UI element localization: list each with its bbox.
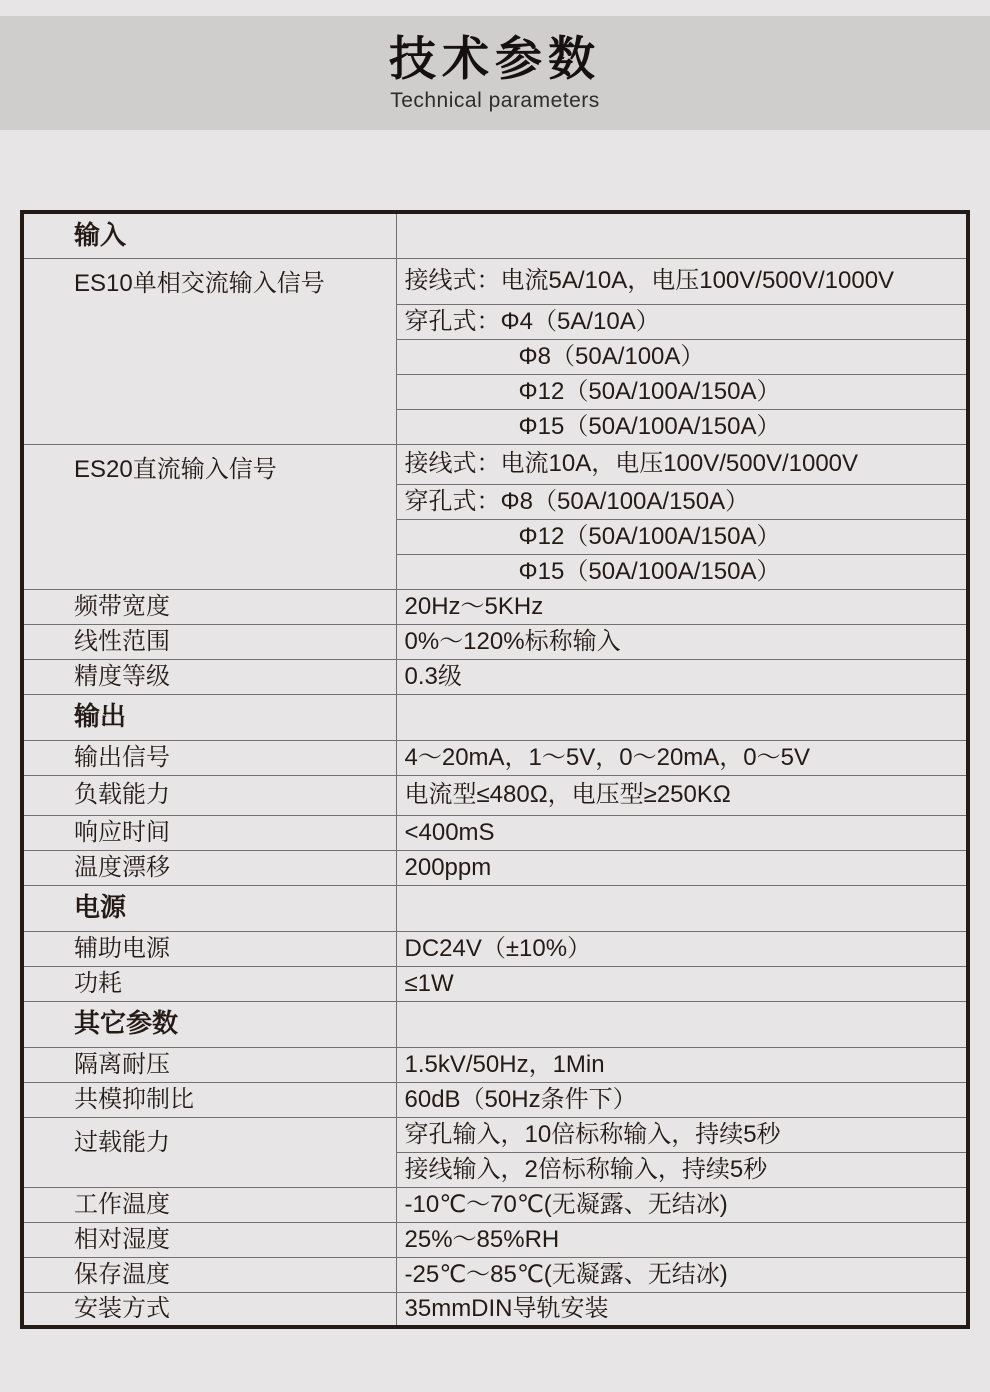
param-value [396, 212, 968, 258]
param-value: Φ12（50A/100A/150A） [396, 374, 968, 409]
param-label: 隔离耐压 [22, 1047, 396, 1082]
param-value [396, 1001, 968, 1047]
param-label: 辅助电源 [22, 931, 396, 966]
table-row [22, 1082, 968, 1117]
table-row [22, 444, 968, 484]
param-label: 响应时间 [22, 815, 396, 850]
param-label: 输出信号 [22, 740, 396, 775]
param-value: Φ12（50A/100A/150A） [396, 519, 968, 554]
param-value: 200ppm [396, 850, 968, 885]
param-label: 温度漂移 [22, 850, 396, 885]
table-row [22, 624, 968, 659]
param-label: 共模抑制比 [22, 1082, 396, 1117]
param-value: ≤1W [396, 966, 968, 1001]
table-row [22, 1047, 968, 1082]
section-label: 输入 [22, 212, 396, 258]
table-row-section-output [22, 694, 968, 740]
param-label: 相对湿度 [22, 1222, 396, 1257]
param-value: Φ8（50A/100A） [396, 339, 968, 374]
param-value: 接线式：电流5A/10A，电压100V/500V/1000V [396, 258, 968, 304]
table-row [22, 740, 968, 775]
param-label: 频带宽度 [22, 589, 396, 624]
param-value: -25℃～85℃(无凝露、无结冰) [396, 1257, 968, 1292]
table-row-section-input [22, 212, 968, 258]
param-value: 25%～85%RH [396, 1222, 968, 1257]
param-value: 穿孔输入，10倍标称输入，持续5秒 [396, 1117, 968, 1152]
param-value: Φ15（50A/100A/150A） [396, 409, 968, 444]
param-label: 工作温度 [22, 1187, 396, 1222]
param-value: DC24V（±10%） [396, 931, 968, 966]
title-banner [0, 16, 990, 130]
table-row [22, 931, 968, 966]
param-value [396, 885, 968, 931]
param-label: 安装方式 [22, 1292, 396, 1327]
table-row [22, 1292, 968, 1327]
param-value: 0%～120%标称输入 [396, 624, 968, 659]
section-label: 其它参数 [22, 1001, 396, 1047]
table-row [22, 258, 968, 304]
param-label: 线性范围 [22, 624, 396, 659]
param-label: 过载能力 [22, 1117, 396, 1187]
param-label: ES20直流输入信号 [22, 444, 396, 589]
table-row [22, 1187, 968, 1222]
table-row-section-other [22, 1001, 968, 1047]
section-label: 电源 [22, 885, 396, 931]
param-label: 功耗 [22, 966, 396, 1001]
param-value: 35mmDIN导轨安装 [396, 1292, 968, 1327]
table-row [22, 1257, 968, 1292]
table-row [22, 659, 968, 694]
param-value: 60dB（50Hz条件下） [396, 1082, 968, 1117]
param-value: <400mS [396, 815, 968, 850]
param-value: -10℃～70℃(无凝露、无结冰) [396, 1187, 968, 1222]
table-row [22, 589, 968, 624]
param-value: 0.3级 [396, 659, 968, 694]
table-row [22, 815, 968, 850]
table-row [22, 850, 968, 885]
param-value: 电流型≤480Ω，电压型≥250KΩ [396, 775, 968, 815]
table-row [22, 775, 968, 815]
param-value: 穿孔式：Φ4（5A/10A） [396, 304, 968, 339]
param-value: 接线输入，2倍标称输入，持续5秒 [396, 1152, 968, 1187]
spec-table [20, 210, 970, 1329]
param-label: 精度等级 [22, 659, 396, 694]
section-label: 输出 [22, 694, 396, 740]
param-value: 20Hz～5KHz [396, 589, 968, 624]
param-label: ES10单相交流输入信号 [22, 258, 396, 444]
param-value: 接线式：电流10A，电压100V/500V/1000V [396, 444, 968, 484]
param-value [396, 694, 968, 740]
param-value: 4～20mA，1～5V，0～20mA，0～5V [396, 740, 968, 775]
page-subtitle: Technical parameters [390, 88, 600, 112]
table-row-section-power [22, 885, 968, 931]
param-value: 1.5kV/50Hz，1Min [396, 1047, 968, 1082]
table-row [22, 1222, 968, 1257]
param-value: Φ15（50A/100A/150A） [396, 554, 968, 589]
param-value: 穿孔式：Φ8（50A/100A/150A） [396, 484, 968, 519]
table-row [22, 966, 968, 1001]
param-label: 保存温度 [22, 1257, 396, 1292]
table-row [22, 1117, 968, 1152]
page-title: 技术参数 [389, 32, 601, 86]
param-label: 负载能力 [22, 775, 396, 815]
